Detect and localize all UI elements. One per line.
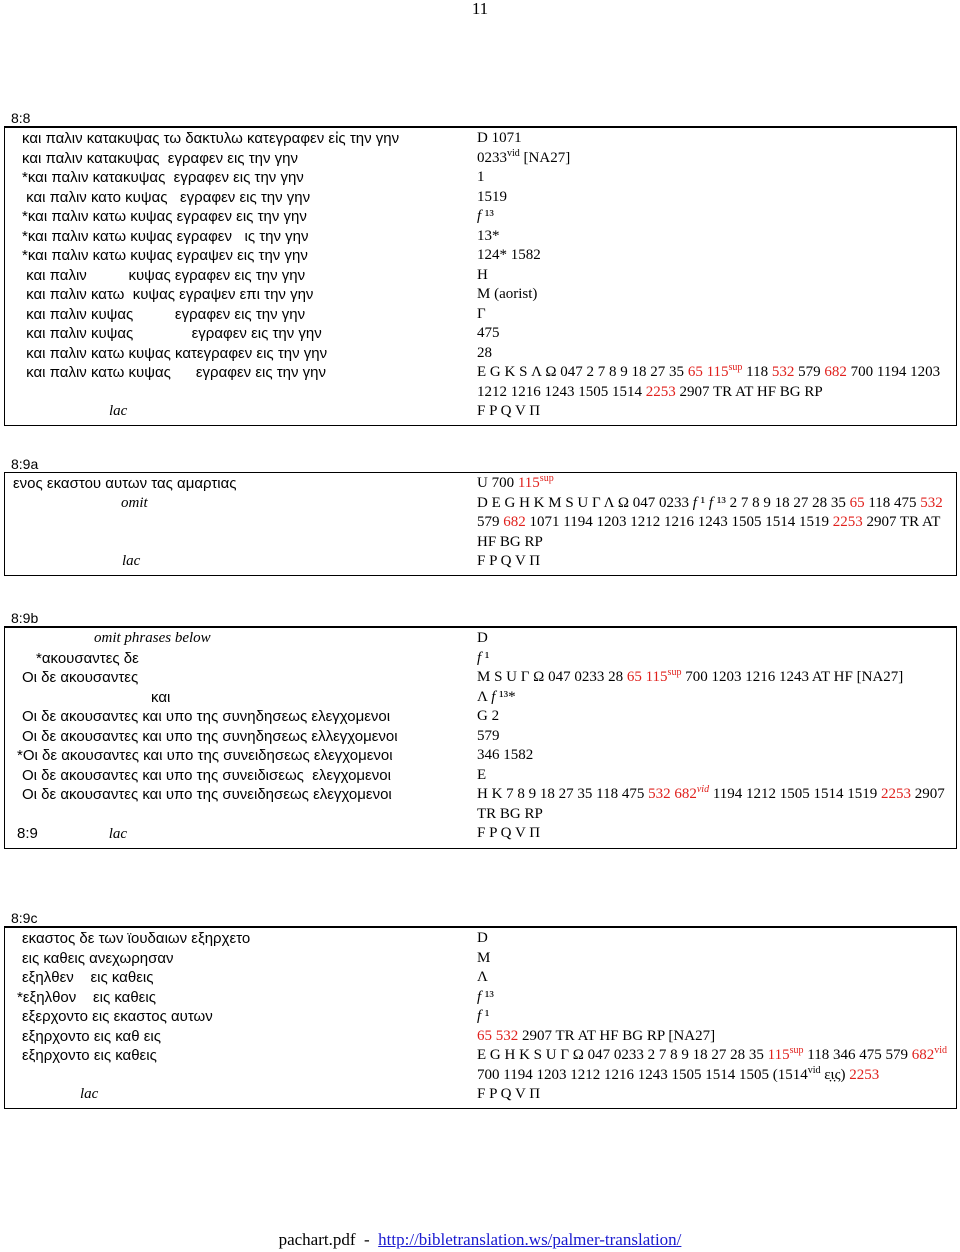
witness-list: 1 bbox=[477, 169, 485, 185]
section-title: 8:9c bbox=[11, 910, 38, 926]
witness-list: 346 1582 bbox=[477, 747, 534, 763]
variant-reading: lac bbox=[122, 553, 141, 569]
witness-list: D bbox=[477, 630, 488, 646]
footer-link[interactable]: http://bibletranslation.ws/palmer-translation/ bbox=[378, 1230, 682, 1249]
witness-list: M (aorist) bbox=[477, 286, 538, 302]
footer-filename: pachart.pdf - bbox=[278, 1230, 379, 1249]
variant-row bbox=[5, 668, 956, 688]
variant-reading: *και παλιν κατω κυψας εγραφεν εις την γην bbox=[22, 208, 307, 225]
witness-list: f ¹³ bbox=[477, 208, 494, 224]
variant-row bbox=[5, 988, 956, 1008]
witness-list: M S U Γ Ω 047 0233 28 65 $115^{sup}$ 700 1203 1216 1243 AT HF [NA27] bbox=[477, 667, 904, 685]
variant-row bbox=[5, 324, 956, 344]
section-8-9c bbox=[4, 910, 957, 1109]
variant-table bbox=[4, 626, 957, 849]
witness-list: E bbox=[477, 766, 487, 783]
variant-row bbox=[5, 207, 956, 227]
witness-list: D bbox=[477, 930, 488, 946]
witness-list: F P Q V Π bbox=[477, 403, 541, 419]
variant-row bbox=[5, 227, 956, 247]
variant-row bbox=[5, 149, 956, 169]
variant-row bbox=[5, 188, 956, 208]
witness-list: E G H K S U Γ Ω 047 0233 2 7 8 9 18 27 28 35 $115^{sup}$ 118 346 475 579 $682^{vid}$ 700 1194 1203 1212 1216 1243 1505 1514 1505 ($1514^{vid}$ ε̣ι̣ς) 2253 bbox=[477, 1045, 947, 1083]
section-8-8 bbox=[4, 110, 957, 426]
witness-list: Λ f ¹³* bbox=[477, 688, 516, 705]
variant-row bbox=[5, 552, 956, 572]
variant-reading: και παλιν κατο κυψας εγραφεν εις την γην bbox=[22, 188, 311, 206]
variant-row bbox=[5, 246, 956, 266]
variant-table bbox=[4, 472, 957, 576]
variant-row bbox=[5, 305, 956, 325]
witness-list: M bbox=[477, 949, 491, 966]
page-number: 11 bbox=[471, 0, 489, 18]
witness-list: $0233^{vid}$ [NA27] bbox=[477, 147, 571, 166]
witness-list: 475 bbox=[477, 325, 500, 341]
variant-reading: 8:9 lac bbox=[17, 825, 128, 842]
variant-reading: *εξηλθον εις καθεις bbox=[17, 988, 156, 1006]
variant-reading: εκαστος δε των ϊουδαιων εξηρχετο bbox=[22, 930, 251, 947]
section-8-9b bbox=[4, 610, 957, 849]
variant-reading: *ακουσαντες δε bbox=[36, 649, 139, 667]
variant-row bbox=[5, 824, 956, 845]
footer bbox=[0, 1230, 960, 1250]
variant-row bbox=[5, 629, 956, 649]
variant-row bbox=[5, 344, 956, 364]
witness-list: 1519 bbox=[477, 188, 507, 205]
variant-row bbox=[5, 285, 956, 305]
variant-row bbox=[5, 1046, 956, 1085]
section-8-9a bbox=[4, 456, 957, 576]
variant-reading: Oι δε ακουσαντες bbox=[22, 669, 139, 686]
variant-row bbox=[5, 968, 956, 988]
witness-list: f ¹ bbox=[477, 1008, 490, 1024]
variant-row bbox=[5, 707, 956, 727]
variant-table bbox=[4, 926, 957, 1109]
section-title: 8:9b bbox=[11, 610, 39, 626]
variant-row bbox=[5, 1027, 956, 1047]
variant-reading: εξερχοντο εις εκαστος αυτων bbox=[22, 1008, 213, 1025]
variant-reading: *και παλιν κατω κυψας εγραψεν εις την γην bbox=[22, 247, 308, 264]
variant-reading: και bbox=[151, 688, 171, 706]
variant-reading: εξηρχοντο εις καθεις bbox=[22, 1047, 157, 1064]
witness-list: 13* bbox=[477, 227, 500, 244]
variant-reading: εις καθεις ανεχωρησαν bbox=[22, 949, 174, 967]
witness-list: E G K S Λ Ω 047 2 7 8 9 18 27 35 65 $115^{sup}$ 118 532 579 682 700 1194 1203 1212 1216 1243 1505 1514 2253 2907 TR AT HF BG RP bbox=[477, 362, 941, 400]
variant-reading: και παλιν κατακυψας εγραφεν εις την γην bbox=[22, 149, 298, 167]
witness-list: F P Q V Π bbox=[477, 553, 541, 569]
witness-list: f ¹ bbox=[477, 649, 490, 666]
variant-row bbox=[5, 785, 956, 824]
variant-reading: και παλιν κατω κυψας κατεγραφεν εις την γην bbox=[22, 344, 328, 362]
witness-list: Λ bbox=[477, 969, 488, 985]
witness-list: f ¹³ bbox=[477, 988, 494, 1005]
variant-reading: και παλιν κυψας εγραφεν εις την γην bbox=[22, 305, 306, 323]
variant-row bbox=[5, 649, 956, 669]
variant-reading: ενος εκαστου αυτων τας αμαρτιας bbox=[13, 475, 237, 492]
variant-row bbox=[5, 1085, 956, 1105]
variant-row bbox=[5, 474, 956, 494]
variant-table bbox=[4, 126, 957, 426]
variant-row bbox=[5, 402, 956, 422]
variant-row bbox=[5, 688, 956, 708]
variant-reading: Oι δε ακουσαντες και υπο της συνειδησεως ελεγχομενοι bbox=[22, 786, 392, 803]
variant-row bbox=[5, 727, 956, 747]
section-title: 8:9a bbox=[11, 456, 39, 472]
variant-row bbox=[5, 746, 956, 766]
variant-reading: και παλιν κυψας εγραφεν εις την γην bbox=[22, 325, 322, 342]
variant-reading: και παλιν κατακυψας τω δακτυλω κατεγραφεν εἰς την γην bbox=[22, 130, 400, 147]
variant-row bbox=[5, 129, 956, 149]
variant-reading: *και παλιν κατω κυψας εγραφεν ις την γην bbox=[22, 227, 309, 245]
witness-list: G 2 bbox=[477, 708, 500, 724]
variant-reading: εξηλθεν εις καθεις bbox=[22, 969, 154, 986]
variant-reading: omit bbox=[121, 494, 148, 511]
witness-list: D E G H K M S U Γ Λ Ω 047 0233 f ¹ f ¹³ 2 7 8 9 18 27 28 35 65 118 475 532 579 682 1071 1194 1203 1212 1216 1243 1505 1514 1519 2253 2907 TR AT HF BG RP bbox=[477, 494, 943, 550]
witness-list: U 700 $115^{sup}$ bbox=[477, 473, 554, 491]
variant-row bbox=[5, 266, 956, 286]
witness-list: D 1071 bbox=[477, 130, 522, 146]
variant-row bbox=[5, 949, 956, 969]
variant-row bbox=[5, 168, 956, 188]
variant-reading: Oι δε ακουσαντες και υπο της συνηδησεως ελλεγχομενοι bbox=[22, 727, 398, 745]
variant-reading: lac bbox=[80, 1086, 99, 1102]
variant-reading: και παλιν κατω κυψας εγραψεν επι την γην bbox=[22, 286, 314, 303]
variant-row bbox=[5, 766, 956, 786]
variant-reading: *Oι δε ακουσαντες και υπο της συνειδησεως ελεγχομενοι bbox=[17, 747, 393, 764]
variant-reading: omit phrases below bbox=[94, 630, 211, 646]
witness-list: 65 532 2907 TR AT HF BG RP [NA27] bbox=[477, 1027, 716, 1044]
witness-list: Γ bbox=[477, 305, 486, 322]
variant-reading: και παλιν κατω κυψας εγραφεν εις την γην bbox=[22, 364, 327, 381]
variant-reading: Oι δε ακουσαντες και υπο της συνειδισεως ελεγχομενοι bbox=[22, 766, 391, 784]
witness-list: 124* 1582 bbox=[477, 247, 541, 263]
witness-list: H bbox=[477, 266, 488, 283]
witness-list: F P Q V Π bbox=[477, 825, 541, 841]
variant-reading: Oι δε ακουσαντες και υπο της συνηδησεως ελεγχομενοι bbox=[22, 708, 391, 725]
variant-row bbox=[5, 1007, 956, 1027]
variant-reading: *και παλιν κατακυψας εγραφεν εις την γην bbox=[22, 169, 304, 186]
witness-list: H K 7 8 9 18 27 35 118 475 532 $682^{vid}$ 1194 1212 1505 1514 1519 2253 2907 TR BG RP bbox=[477, 784, 945, 822]
variant-row bbox=[5, 929, 956, 949]
section-title: 8:8 bbox=[11, 110, 31, 126]
witness-list: F P Q V Π bbox=[477, 1086, 541, 1102]
variant-reading: lac bbox=[109, 403, 128, 419]
variant-reading: και παλιν κυψας εγραφεν εις την γην bbox=[22, 266, 306, 284]
variant-reading: εξηρχοντο εις καθ εις bbox=[22, 1027, 161, 1045]
variant-row bbox=[5, 494, 956, 553]
witness-list: 579 bbox=[477, 727, 500, 744]
variant-row bbox=[5, 363, 956, 402]
witness-list: 28 bbox=[477, 344, 492, 361]
